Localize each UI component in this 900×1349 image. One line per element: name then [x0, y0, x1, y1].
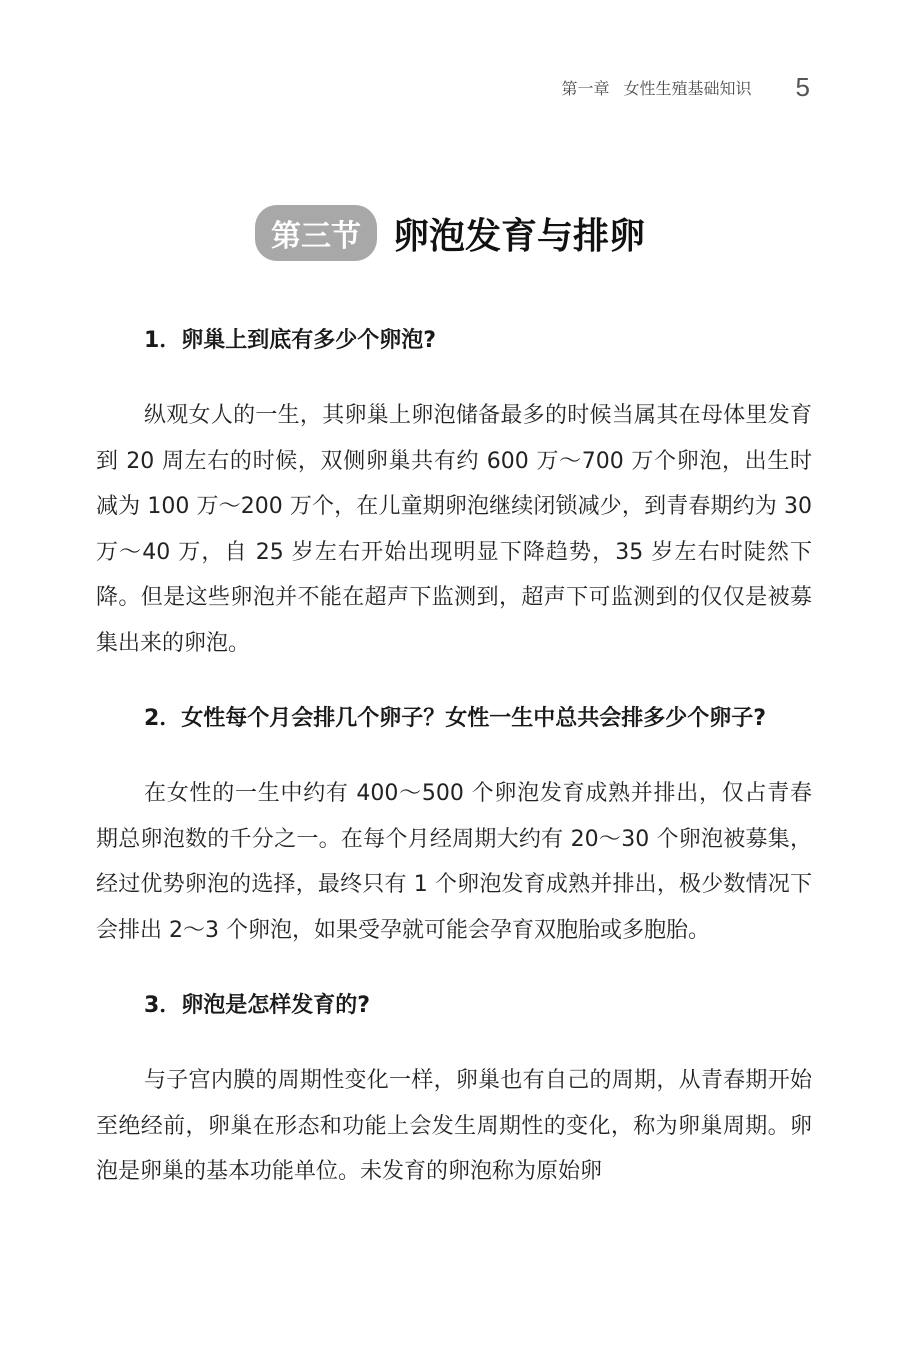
- paragraph-1: 纵观女人的一生，其卵巢上卵泡储备最多的时候当属其在母体里发育到 20 周左右的时候，双侧卵巢共有约 600 万～700 万个卵泡，出生时减为 100 万～200 万个，在儿童期卵泡继续闭锁减少，到青春期约为 30 万～40 万，自 25 岁左右开始出现明显下降趋势，35 岁左右时陡然下降。但是这些卵泡并不能在超声下监测到，超声下可监测到的仅仅是被募集出来的卵泡。: [96, 403, 812, 656]
- question-heading-1: 1．卵巢上到底有多少个卵泡?: [144, 328, 437, 353]
- chapter-label: 第一章: [561, 79, 610, 98]
- section-title: 卵泡发育与排卵: [392, 215, 645, 257]
- section-heading: [0, 205, 900, 261]
- body-content: [96, 318, 812, 1225]
- paragraph-2: 在女性的一生中约有 400～500 个卵泡发育成熟并排出，仅占青春期总卵泡数的千分之一。在每个月经周期大约有 20～30 个卵泡被募集，经过优势卵泡的选择，最终只有 1 个卵泡发育成熟并排出，极少数情况下会排出 2～3 个卵泡，如果受孕就可能会孕育双胞胎或多胞胎。: [96, 781, 812, 943]
- running-header: [562, 72, 811, 103]
- chapter-title: 女性生殖基础知识: [623, 79, 752, 98]
- paragraph-3: 与子宫内膜的周期性变化一样，卵巢也有自己的周期，从青春期开始至绝经前，卵巢在形态和功能上会发生周期性的变化，称为卵巢周期。卵泡是卵巢的基本功能单位。未发育的卵泡称为原始卵: [96, 1068, 812, 1184]
- question-heading-3: 3．卵泡是怎样发育的?: [144, 993, 371, 1018]
- page-number: 5: [795, 72, 810, 102]
- section-badge: 第三节: [255, 205, 377, 261]
- question-heading-2: 2．女性每个月会排几个卵子？女性一生中总共会排多少个卵子?: [144, 706, 767, 731]
